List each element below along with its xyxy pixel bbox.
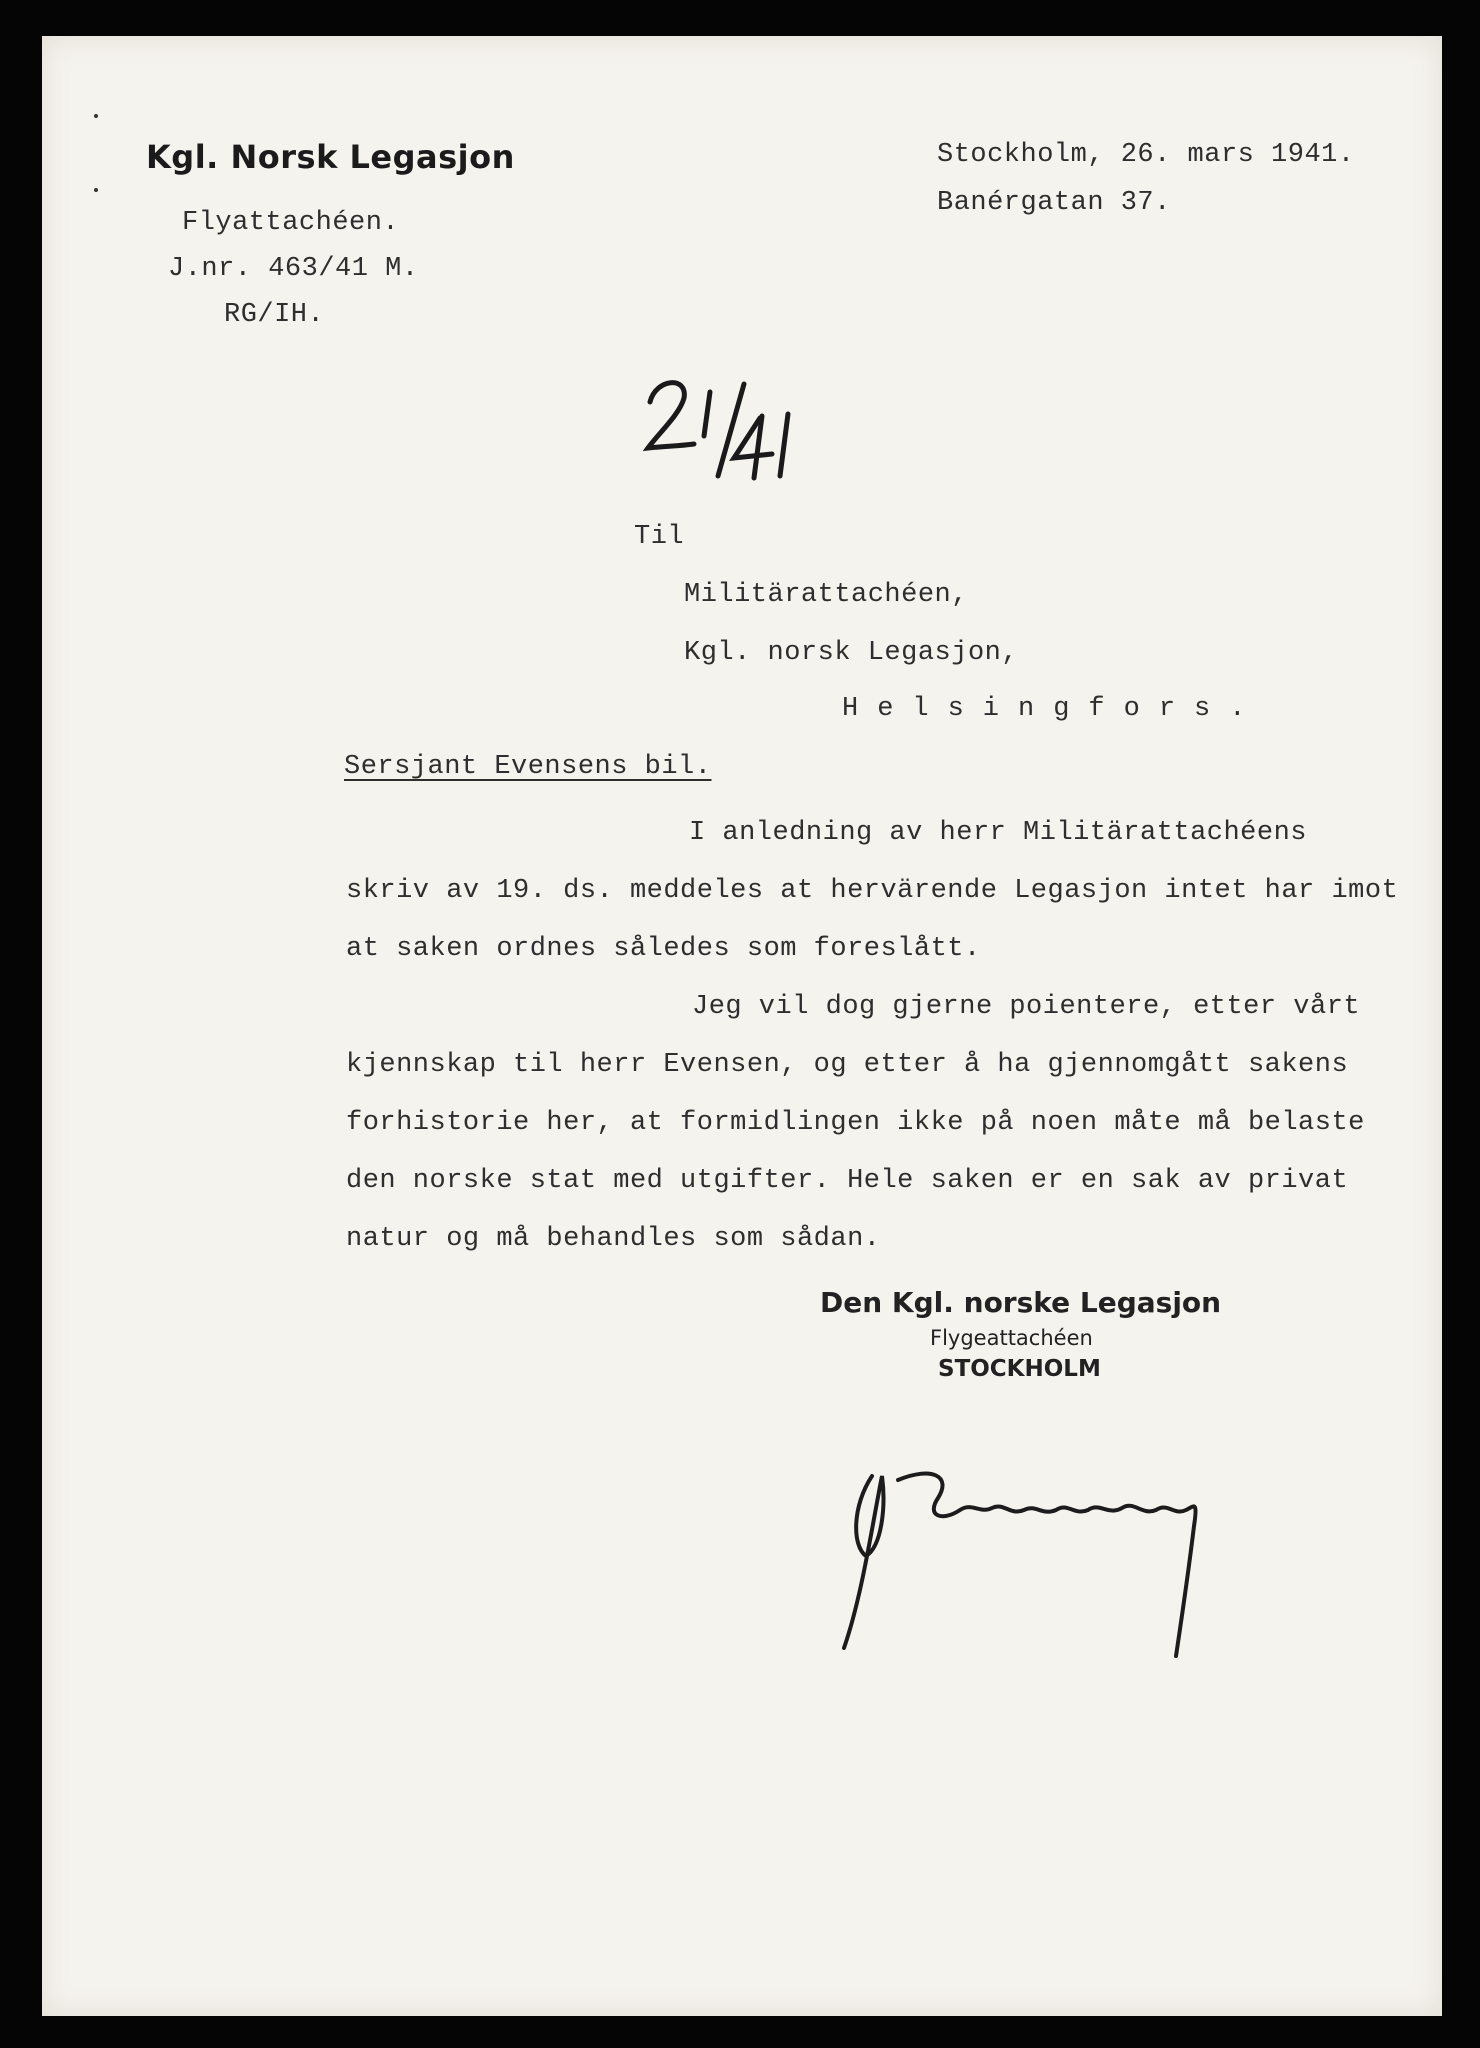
- punch-mark: [94, 114, 98, 118]
- recipient-name: Militärattachéen,: [684, 580, 968, 610]
- recipient-city: Helsingfors.: [842, 694, 1265, 724]
- date-line: Stockholm, 26. mars 1941.: [937, 140, 1355, 170]
- body-line: at saken ordnes således som foreslått.: [346, 934, 981, 964]
- reference-initials: RG/IH.: [224, 300, 325, 330]
- journal-number: J.nr. 463/41 M.: [168, 254, 419, 284]
- office-name: Flyattachéen.: [182, 208, 400, 238]
- recipient-org: Kgl. norsk Legasjon,: [684, 638, 1019, 668]
- stamp-city: STOCKHOLM: [938, 1356, 1101, 1382]
- body-line: natur og må behandles som sådan.: [346, 1224, 881, 1254]
- body-line: Jeg vil dog gjerne poientere, etter vårt: [692, 992, 1361, 1022]
- file-number-text: 21/41: [622, 354, 625, 355]
- stamp-legation: Den Kgl. norske Legasjon: [820, 1286, 1222, 1319]
- street-address: Banérgatan 37.: [937, 188, 1171, 218]
- handwritten-file-number: [622, 354, 802, 484]
- body-line: I anledning av herr Militärattachéens: [689, 818, 1307, 848]
- subject-line: Sersjant Evensens bil.: [344, 752, 712, 782]
- letterhead-title: Kgl. Norsk Legasjon: [146, 138, 515, 176]
- body-line: kjennskap til herr Evensen, og etter å ha gjennomgått sakens: [346, 1050, 1349, 1080]
- body-line: forhistorie her, at formidlingen ikke på noen måte må belaste: [346, 1108, 1365, 1138]
- body-line: den norske stat med utgifter. Hele saken er en sak av privat: [346, 1166, 1349, 1196]
- letter-page: [42, 36, 1442, 2016]
- body-line: skriv av 19. ds. meddeles at hervärende Legasjon intet har imot: [346, 876, 1399, 906]
- recipient-to: Til: [634, 522, 685, 552]
- stamp-office: Flygeattachéen: [930, 1326, 1093, 1350]
- punch-mark: [94, 188, 98, 192]
- handwritten-signature: [842, 1436, 1302, 1676]
